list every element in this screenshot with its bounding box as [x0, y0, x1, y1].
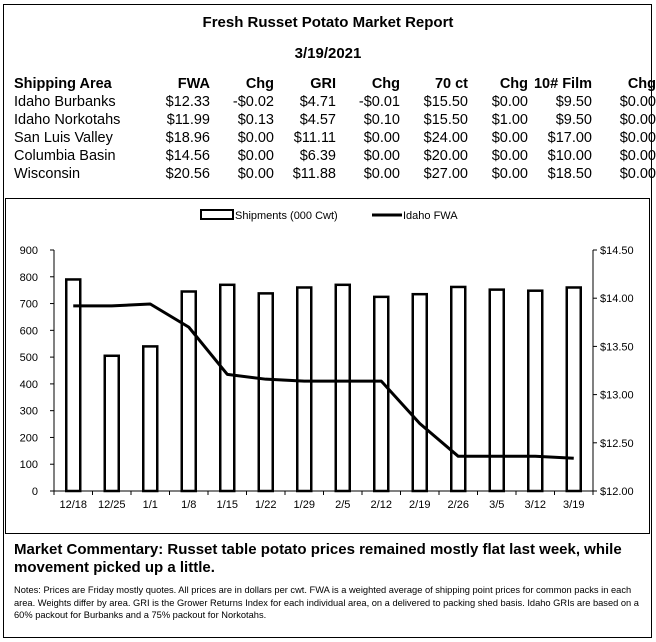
shipment-bar: [413, 294, 427, 491]
table-cell: $12.33: [165, 94, 210, 110]
table-row: [14, 93, 656, 111]
legend-bar-swatch: [201, 210, 233, 219]
table-header-row: [14, 75, 656, 93]
table-cell: $1.00: [491, 112, 528, 128]
left-tick-label: 100: [19, 459, 38, 472]
table-cell: $0.00: [363, 148, 400, 164]
price-table: [14, 75, 656, 183]
report-title: Fresh Russet Potato Market Report: [202, 14, 454, 31]
table-cell: $27.00: [423, 166, 468, 182]
x-tick-label: 2/12: [370, 499, 392, 511]
market-commentary: Market Commentary: Russet table potato prices remained mostly flat last week, while movement picked up a little.: [14, 541, 622, 576]
shipments-price-chart: [6, 199, 649, 533]
table-row: [14, 129, 656, 147]
table-cell: $0.00: [237, 166, 274, 182]
column-header: Chg: [627, 76, 656, 92]
x-tick-label: 12/18: [59, 499, 88, 511]
table-row: [14, 147, 656, 165]
column-header: Chg: [245, 76, 274, 92]
shipment-bar: [105, 356, 119, 491]
shipment-bar: [259, 293, 273, 491]
left-tick-label: 900: [19, 245, 38, 257]
shipment-bar: [490, 290, 504, 491]
x-tick-label: 1/29: [293, 499, 315, 511]
table-cell: $0.10: [363, 112, 400, 128]
table-cell: $11.88: [292, 166, 336, 182]
column-header: Chg: [371, 76, 400, 92]
table-cell: $0.00: [619, 148, 656, 164]
table-cell: Columbia Basin: [14, 148, 116, 164]
table-cell: $14.56: [165, 148, 210, 164]
table-cell: $11.99: [166, 112, 210, 128]
right-tick-label: $13.50: [600, 341, 634, 354]
table-cell: $9.50: [555, 112, 592, 128]
shipment-bar: [567, 287, 581, 491]
table-cell: -$0.02: [232, 94, 274, 110]
x-tick-label: 2/5: [335, 499, 351, 511]
table-cell: $4.57: [299, 112, 336, 128]
table-cell: $0.00: [237, 130, 274, 146]
x-tick-label: 1/8: [181, 499, 197, 511]
left-tick-label: 200: [19, 432, 38, 445]
legend-label: Shipments (000 Cwt): [235, 210, 338, 222]
x-tick-label: 12/25: [97, 499, 126, 511]
table-cell: $0.00: [619, 112, 656, 128]
table-cell: $11.11: [293, 130, 336, 146]
left-tick-label: 800: [19, 271, 38, 284]
table-cell: $0.13: [237, 112, 274, 128]
table-cell: $0.00: [491, 166, 528, 182]
shipment-bar: [297, 287, 311, 491]
table-cell: $0.00: [491, 148, 528, 164]
table-cell: $24.00: [423, 130, 468, 146]
table-cell: $0.00: [491, 94, 528, 110]
left-tick-label: 600: [19, 325, 38, 338]
x-tick-label: 3/19: [563, 499, 585, 511]
x-tick-label: 3/12: [524, 499, 546, 511]
right-tick-label: $14.00: [600, 293, 634, 306]
report-date: 3/19/2021: [294, 45, 362, 62]
x-tick-label: 1/22: [255, 499, 277, 511]
x-tick-label: 1/15: [216, 499, 238, 511]
x-tick-label: 2/26: [447, 499, 469, 511]
shipment-bar: [451, 287, 465, 491]
table-cell: $0.00: [619, 130, 656, 146]
table-cell: Wisconsin: [14, 166, 81, 182]
shipment-bar: [336, 285, 350, 491]
table-cell: $0.00: [363, 130, 400, 146]
chart-box: [5, 198, 650, 534]
column-header: Chg: [499, 76, 528, 92]
right-tick-label: $14.50: [600, 245, 634, 257]
shipment-bar: [220, 285, 234, 491]
table-cell: $15.50: [423, 94, 468, 110]
table-cell: $4.71: [299, 94, 336, 110]
table-row: [14, 111, 656, 129]
left-tick-label: 400: [19, 378, 38, 391]
x-tick-label: 3/5: [489, 499, 505, 511]
table-cell: -$0.01: [358, 94, 400, 110]
table-cell: $0.00: [619, 94, 656, 110]
shipment-bar: [66, 279, 80, 491]
left-tick-label: 0: [31, 486, 38, 498]
x-tick-label: 2/19: [409, 499, 431, 511]
right-tick-label: $12.50: [600, 437, 634, 450]
table-cell: $15.50: [423, 112, 468, 128]
shipment-bar: [528, 291, 542, 491]
left-tick-label: 500: [19, 352, 38, 365]
legend-label: Idaho FWA: [403, 210, 458, 222]
table-cell: $20.56: [165, 166, 210, 182]
x-tick-label: 1/1: [142, 499, 158, 511]
left-tick-label: 300: [19, 405, 38, 418]
table-cell: Idaho Norkotahs: [14, 112, 121, 128]
table-cell: Idaho Burbanks: [14, 94, 116, 110]
right-tick-label: $13.00: [600, 389, 634, 402]
column-header: GRI: [310, 76, 336, 92]
column-header: 10# Film: [533, 76, 592, 92]
table-cell: $18.50: [547, 166, 592, 182]
table-cell: $0.00: [619, 166, 656, 182]
report-notes: Notes: Prices are Friday mostly quotes. All prices are in dollars per cwt. FWA is a weighted average of shipping point prices for common packs in each area. Weights differ by area. GRI is the Grower Returns Index for each individual area, on a delivered to packing shed basis. Idaho GRIs are based on a 60% packout for Burbanks and a 75% packout for Norkotahs.: [14, 585, 639, 620]
column-header: 70 ct: [434, 76, 468, 92]
table-cell: San Luis Valley: [14, 130, 113, 146]
table-cell: $0.00: [363, 166, 400, 182]
table-cell: $0.00: [237, 148, 274, 164]
column-header: Shipping Area: [14, 76, 112, 92]
shipment-bar: [143, 346, 157, 491]
table-cell: $10.00: [547, 148, 592, 164]
table-row: [14, 165, 656, 183]
left-tick-label: 700: [19, 298, 38, 311]
table-cell: $18.96: [165, 130, 210, 146]
shipment-bar: [374, 297, 388, 491]
shipment-bar: [182, 292, 196, 491]
table-cell: $9.50: [555, 94, 592, 110]
column-header: FWA: [177, 76, 210, 92]
table-cell: $17.00: [547, 130, 592, 146]
table-cell: $6.39: [299, 148, 336, 164]
right-tick-label: $12.00: [600, 486, 634, 498]
table-cell: $20.00: [423, 148, 468, 164]
table-cell: $0.00: [491, 130, 528, 146]
